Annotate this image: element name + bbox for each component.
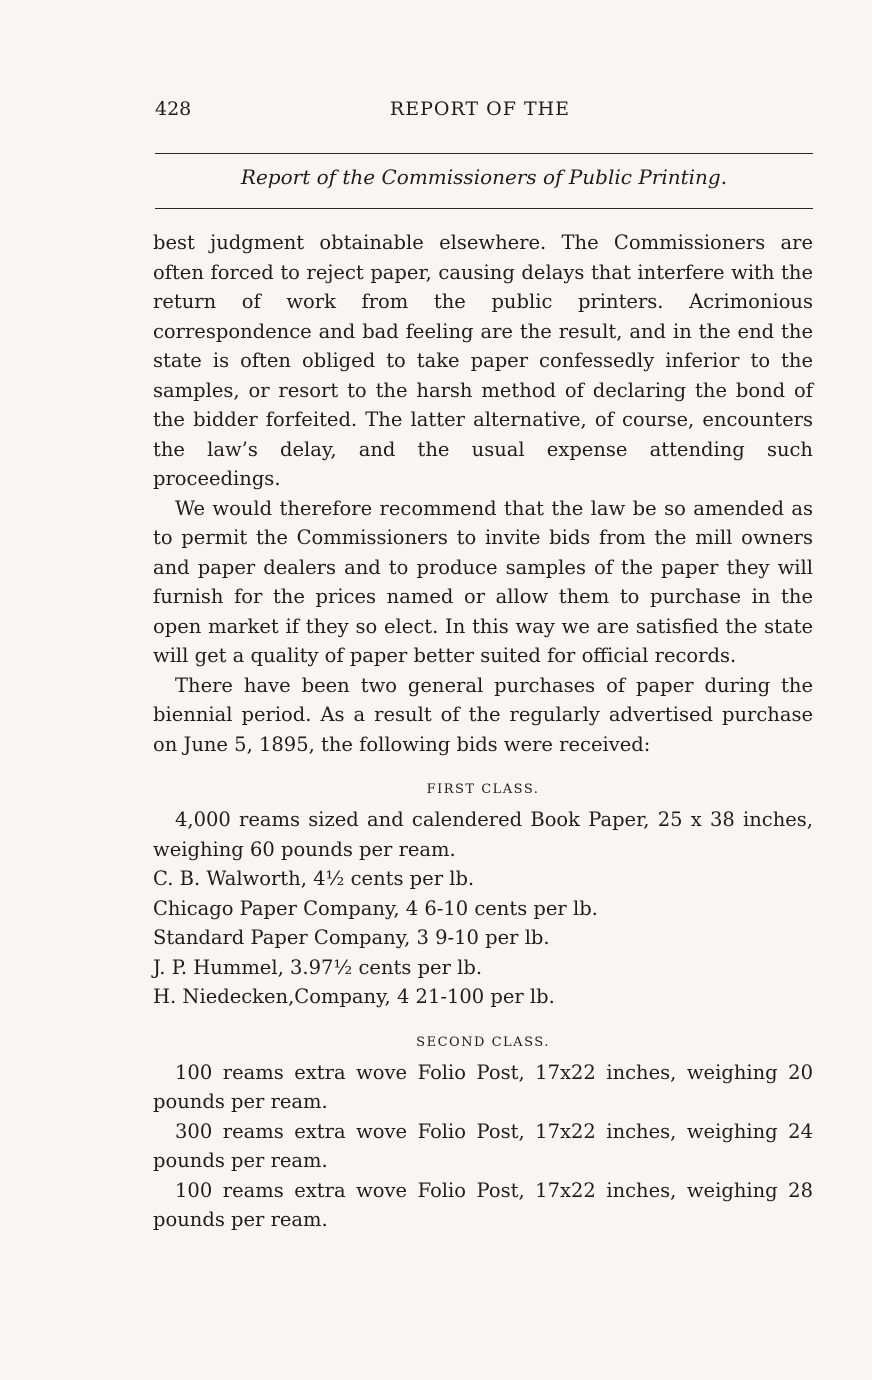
bid-line: Chicago Paper Company, 4 6-10 cents per lb. [153,896,598,920]
first-class-description: 4,000 reams sized and calendered Book Paper, 25 x 38 inches, weighing 60 pounds per ream. [153,808,813,861]
bid-line: J. P. Hummel, 3.97½ cents per lb. [153,955,483,979]
first-class-heading: FIRST CLASS. [426,782,540,797]
second-class-item: 100 reams extra wove Folio Post, 17x22 inches, weighing 20 pounds per ream. [153,1060,813,1113]
second-class-item: 300 reams extra wove Folio Post, 17x22 inches, weighing 24 pounds per ream. [153,1119,813,1172]
bid-line: C. B. Walworth, 4½ cents per lb. [153,867,475,890]
paragraph-1: best judgment obtainable elsewhere. The Commissioners are often forced to reject paper, causing delays that interfere with the return of work from the public printers. Acrimonious correspondence and bad feeling are the result, and in the end the state is often obliged to take paper confessedly inferior to the samples, or resort to the harsh method of declaring the bond of the bidder forfeited. The latter alternative, of course, encounters the law’s delay, and the usual expense attending such proceedings. [153,231,813,490]
second-class-item: 100 reams extra wove Folio Post, 17x22 inches, weighing 28 pounds per ream. [153,1178,813,1231]
body-text [153,228,813,1235]
header-rule-bottom [155,208,813,209]
page-header [0,96,872,126]
bid-line: H. Niedecken,Company, 4 21-100 per lb. [153,985,555,1008]
section-subtitle: Report of the Commissioners of Public Printing. [240,165,728,189]
running-head: REPORT OF THE [389,98,571,120]
paragraph-3: There have been two general purchases of paper during the biennial period. As a result of the regularly advertised purchase on June 5, 1895, the following bids were received: [153,673,813,756]
second-class-heading: SECOND CLASS. [416,1034,550,1050]
page-number: 428 [155,98,192,120]
header-rule-top [155,153,813,154]
paragraph-2: We would therefore recommend that the law be so amended as to permit the Commissioners to invite bids from the mill owners and paper dealers and to produce samples of the paper they will furnish for the prices named or allow them to purchase in the open market if they so elect. In this way we are satisfied the state will get a quality of paper better suited for official records. [153,496,813,667]
bid-line: Standard Paper Company, 3 9-10 per lb. [153,926,550,949]
